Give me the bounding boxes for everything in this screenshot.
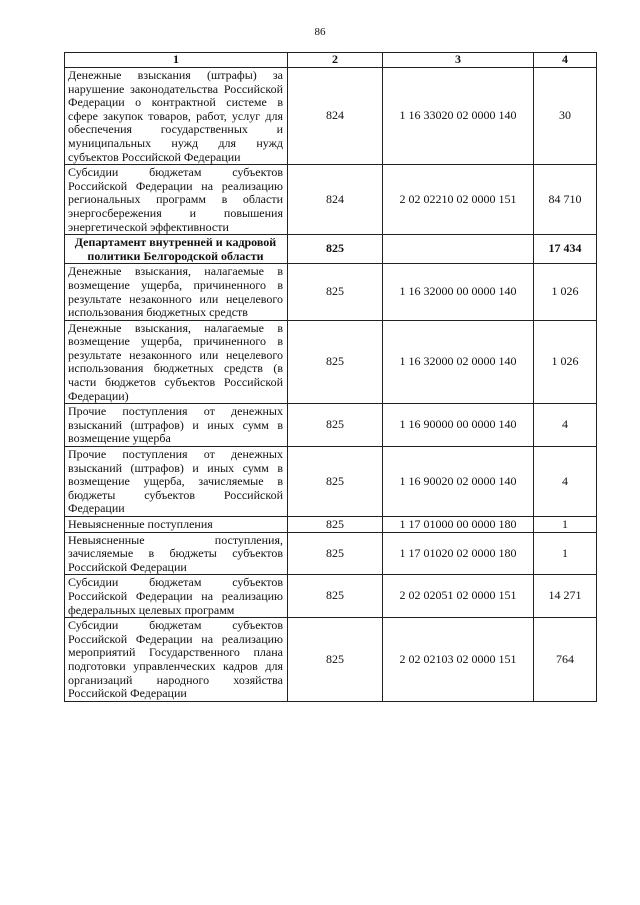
row-amount: 1 026 — [534, 320, 597, 404]
table-header-row — [65, 53, 597, 68]
column-header-1: 1 — [65, 53, 288, 68]
row-description: Невыясненные поступления — [65, 517, 288, 533]
revenue-table — [64, 52, 597, 702]
table-row — [65, 264, 597, 320]
row-description: Субсидии бюджетам субъектов Российской Федерации на реализацию федеральных целевых программ — [65, 575, 288, 618]
table-row — [65, 404, 597, 447]
row-budget-code: 1 17 01000 00 0000 180 — [383, 517, 534, 533]
row-admin-code: 825 — [288, 618, 383, 702]
row-admin-code: 825 — [288, 264, 383, 320]
row-amount: 1 026 — [534, 264, 597, 320]
table-row — [65, 165, 597, 235]
row-amount: 30 — [534, 68, 597, 165]
row-budget-code: 1 16 90020 02 0000 140 — [383, 447, 534, 517]
row-amount: 4 — [534, 404, 597, 447]
row-admin-code: 825 — [288, 575, 383, 618]
table-row — [65, 517, 597, 533]
row-admin-code: 825 — [288, 404, 383, 447]
row-description: Денежные взыскания (штрафы) за нарушение законодательства Российской Федерации о контрактной системе в сфере закупок товаров, работ, услуг для обеспечения государственных и муниципальных нужд для нужд субъектов Российской Федерации — [65, 68, 288, 165]
row-budget-code: 1 17 01020 02 0000 180 — [383, 532, 534, 575]
row-description: Денежные взыскания, налагаемые в возмещение ущерба, причиненного в результате незаконного или нецелевого использования бюджетных средств — [65, 264, 288, 320]
row-budget-code: 1 16 33020 02 0000 140 — [383, 68, 534, 165]
row-admin-code: 825 — [288, 235, 383, 264]
row-amount: 764 — [534, 618, 597, 702]
table-row — [65, 447, 597, 517]
row-description: Денежные взыскания, налагаемые в возмещение ущерба, причиненного в результате незаконного или нецелевого использования бюджетных средств (в части бюджетов субъектов Российской Федерации) — [65, 320, 288, 404]
row-admin-code: 825 — [288, 320, 383, 404]
row-budget-code: 2 02 02051 02 0000 151 — [383, 575, 534, 618]
row-budget-code: 2 02 02103 02 0000 151 — [383, 618, 534, 702]
row-amount: 1 — [534, 532, 597, 575]
row-budget-code — [383, 235, 534, 264]
table-row — [65, 618, 597, 702]
table-row — [65, 68, 597, 165]
row-amount: 84 710 — [534, 165, 597, 235]
page-number: 86 — [314, 26, 326, 38]
row-description: Невыясненные поступления, зачисляемые в бюджеты субъектов Российской Федерации — [65, 532, 288, 575]
row-amount: 14 271 — [534, 575, 597, 618]
row-amount: 4 — [534, 447, 597, 517]
column-header-2: 2 — [288, 53, 383, 68]
row-amount: 1 — [534, 517, 597, 533]
row-admin-code: 824 — [288, 165, 383, 235]
row-admin-code: 825 — [288, 447, 383, 517]
table-row — [65, 235, 597, 264]
row-amount: 17 434 — [534, 235, 597, 264]
row-description: Субсидии бюджетам субъектов Российской Федерации на реализацию мероприятий Государственного плана подготовки управленческих кадров для организаций народного хозяйства Российской Федерации — [65, 618, 288, 702]
row-budget-code: 1 16 90000 00 0000 140 — [383, 404, 534, 447]
row-admin-code: 825 — [288, 532, 383, 575]
row-budget-code: 1 16 32000 02 0000 140 — [383, 320, 534, 404]
table-row — [65, 575, 597, 618]
table-row — [65, 532, 597, 575]
row-budget-code: 1 16 32000 00 0000 140 — [383, 264, 534, 320]
table-row — [65, 320, 597, 404]
row-description: Прочие поступления от денежных взысканий (штрафов) и иных сумм в возмещение ущерба — [65, 404, 288, 447]
row-admin-code: 824 — [288, 68, 383, 165]
column-header-3: 3 — [383, 53, 534, 68]
column-header-4: 4 — [534, 53, 597, 68]
row-budget-code: 2 02 02210 02 0000 151 — [383, 165, 534, 235]
row-admin-code: 825 — [288, 517, 383, 533]
row-description: Субсидии бюджетам субъектов Российской Федерации на реализацию региональных программ в области энергосбережения и повышения энергетической эффективности — [65, 165, 288, 235]
row-description: Департамент внутренней и кадровой политики Белгородской области — [65, 235, 288, 264]
row-description: Прочие поступления от денежных взысканий (штрафов) и иных сумм в возмещение ущерба, зачисляемые в бюджеты субъектов Российской Федерации — [65, 447, 288, 517]
